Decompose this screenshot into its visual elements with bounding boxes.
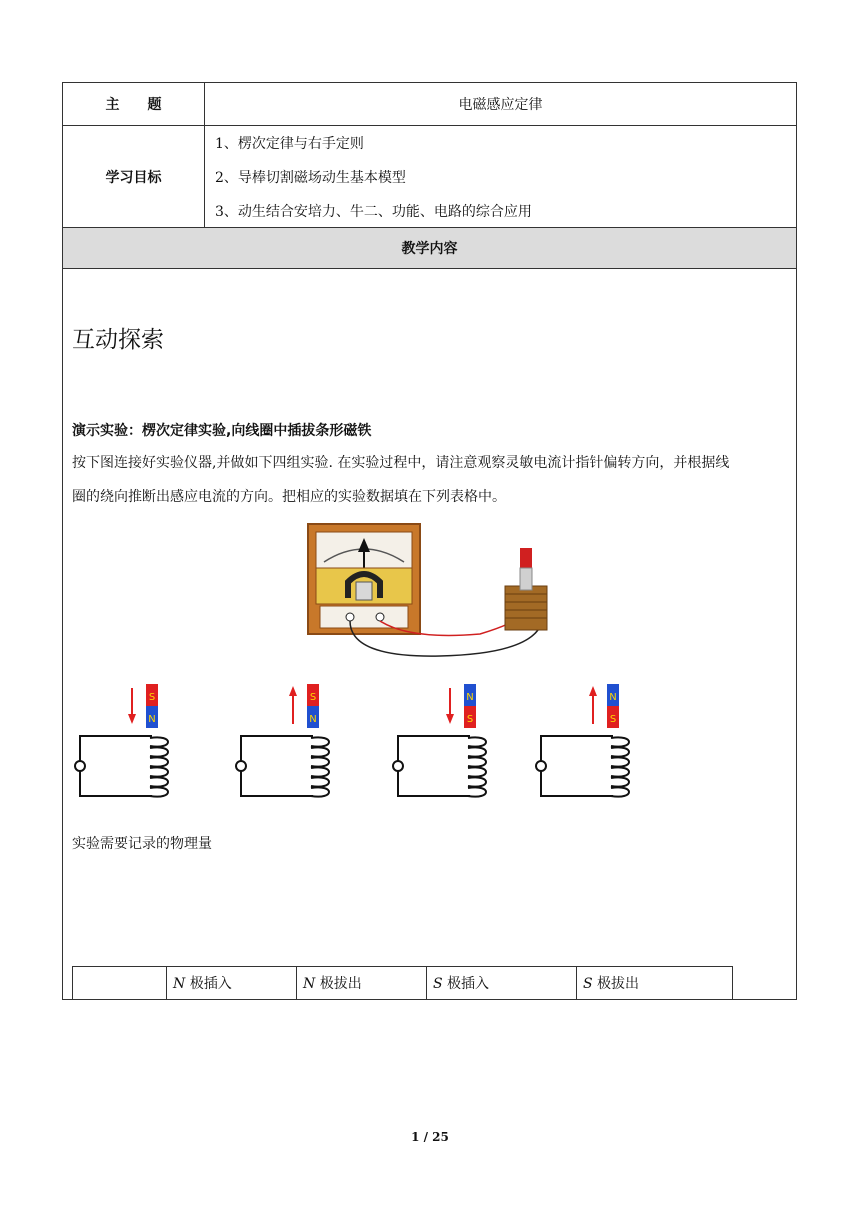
table-header-cell xyxy=(73,967,167,1000)
arrow-up-icon xyxy=(289,686,297,696)
goal-item: 1、楞次定律与右手定则 xyxy=(215,136,364,152)
circuit-wire xyxy=(541,736,613,796)
instruction-line-2: 圈的绕向推断出感应电流的方向。把相应的实验数据填在下列表格中。 xyxy=(72,489,506,505)
section-title: 互动探索 xyxy=(72,327,164,353)
header-n-insert: 极插入 xyxy=(189,976,232,992)
circuit-wire xyxy=(80,736,152,796)
table-header-cell: S 极拔出 xyxy=(577,967,733,1000)
table-header-cell: N 极拔出 xyxy=(297,967,427,1000)
header-s-insert: 极插入 xyxy=(447,976,490,992)
goal-item: 3、动生结合安培力、牛二、功能、电路的综合应用 xyxy=(215,204,532,220)
magnet-top-label: N xyxy=(466,692,474,703)
page-number: 1 / 25 xyxy=(411,1130,449,1144)
coil-loops xyxy=(468,737,486,796)
coil-figure xyxy=(390,680,550,805)
coil-loops xyxy=(311,737,329,796)
terminal-circle xyxy=(536,761,546,771)
bar-magnet-top xyxy=(520,548,532,568)
coil-figure xyxy=(233,680,393,805)
magnet-bottom-label: S xyxy=(609,714,617,725)
topic-label: 主 题 xyxy=(63,83,205,125)
terminal-circle xyxy=(75,761,85,771)
table-header-cell: S 极插入 xyxy=(427,967,577,1000)
terminal-plate xyxy=(320,606,408,628)
coil-loops xyxy=(150,737,168,796)
header-n-withdraw: 极拔出 xyxy=(319,976,362,992)
solenoid-coil xyxy=(505,586,547,630)
coil-figure xyxy=(533,680,693,805)
magnet-top-label: S xyxy=(148,692,156,703)
coil-loops xyxy=(611,737,629,796)
bar-magnet-bottom xyxy=(520,568,532,590)
arrow-down-icon xyxy=(128,714,136,724)
header-s-withdraw: 极拔出 xyxy=(597,976,640,992)
magnet-bottom-label: N xyxy=(309,714,317,725)
magnet-bottom-label: S xyxy=(466,714,474,725)
apparatus-illustration xyxy=(300,518,570,663)
meter-coil xyxy=(356,582,372,600)
magnet-top-label: N xyxy=(609,692,617,703)
goal-item: 2、导棒切割磁场动生基本模型 xyxy=(215,170,406,186)
topic-value: 电磁感应定律 xyxy=(458,97,543,113)
record-text: 实验需要记录的物理量 xyxy=(72,836,212,852)
terminal-positive xyxy=(376,613,384,621)
goals-label: 学习目标 xyxy=(63,126,205,227)
circuit-wire xyxy=(398,736,470,796)
instruction-line-1: 按下图连接好实验仪器,并做如下四组实验. 在实验过程中，请注意观察灵敏电流计指针偏转方向，并根据线 xyxy=(72,455,730,471)
experiment-table xyxy=(72,966,733,1000)
topic-row xyxy=(63,83,796,126)
circuit-wire xyxy=(241,736,313,796)
table-header-row xyxy=(73,967,733,1000)
magnet-top-label: S xyxy=(309,692,317,703)
content-header: 教学内容 xyxy=(63,228,796,269)
terminal-circle xyxy=(236,761,246,771)
goals-row xyxy=(63,126,796,228)
coil-figure xyxy=(72,680,232,805)
terminal-negative xyxy=(346,613,354,621)
arrow-up-icon xyxy=(589,686,597,696)
table-header-cell: N 极插入 xyxy=(167,967,297,1000)
terminal-circle xyxy=(393,761,403,771)
magnet-bottom-label: N xyxy=(148,714,156,725)
demo-title: 演示实验：楞次定律实验,向线圈中插拔条形磁铁 xyxy=(72,423,372,439)
arrow-down-icon xyxy=(446,714,454,724)
